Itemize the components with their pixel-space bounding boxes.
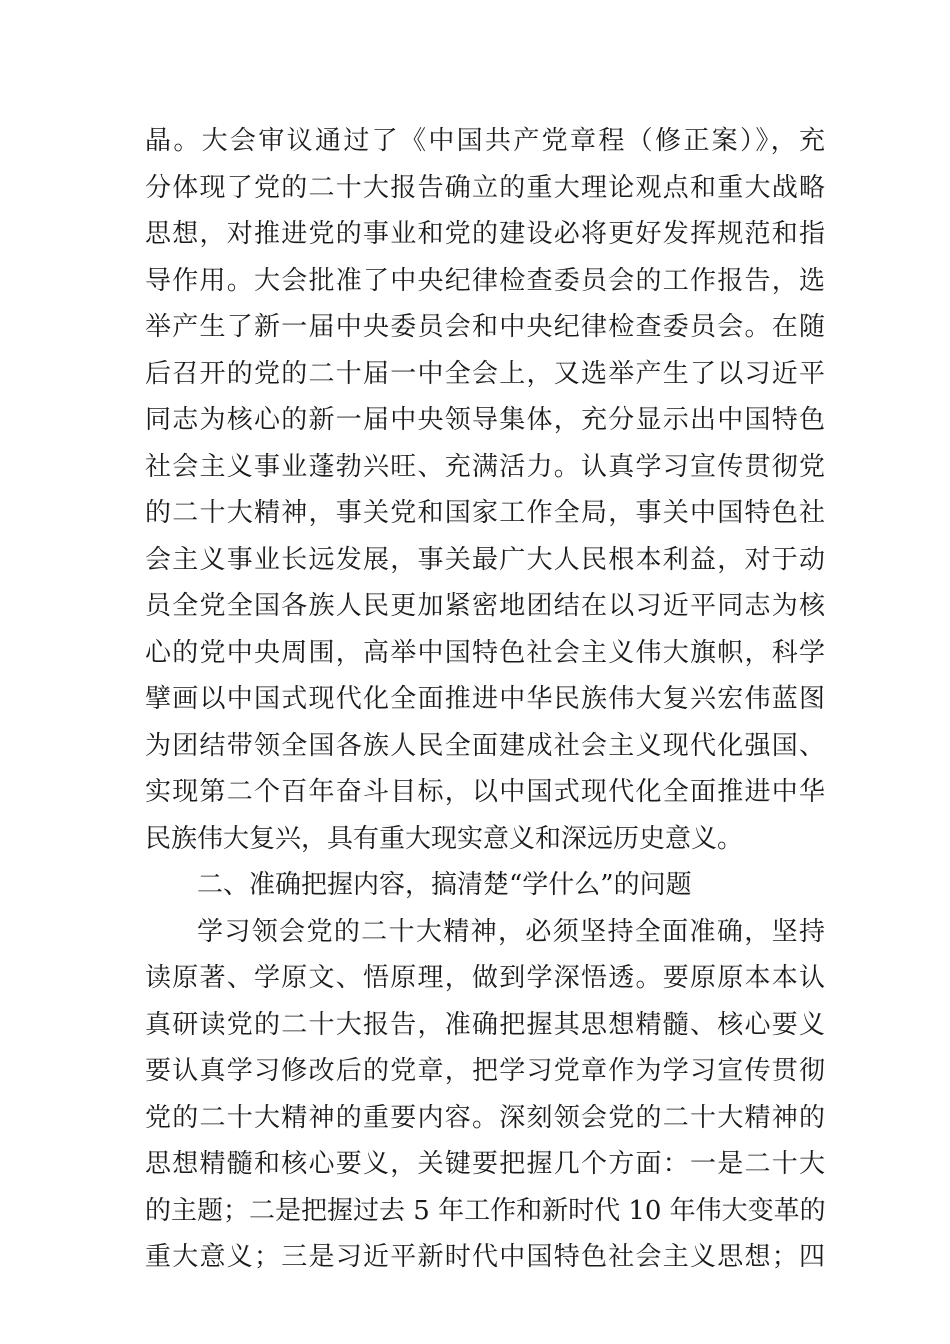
text-line: 后召开的党的二十届一中全会上，又选举产生了以习近平 [145,358,825,389]
text-line: 思想精髓和核心要义，关键要把握几个方面：一是二十大 [145,1149,825,1179]
text-line: 会主义事业长远发展，事关最广大人民根本利益，对于动 [145,544,825,575]
text-line: 分体现了党的二十大报告确立的重大理论观点和重大战略 [145,172,825,203]
body-text [145,118,825,1281]
text-line: 要认真学习修改后的党章，把学习党章作为学习宣传贯彻 [145,1056,825,1086]
text-line: 的主题；二是把握过去 5 年工作和新时代 10 年伟大变革的 [145,1195,826,1226]
text-line: 举产生了新一届中央委员会和中央纪律检查委员会。在随 [145,312,825,342]
text-line: 党的二十大精神的重要内容。深刻领会党的二十大精神的 [145,1102,825,1133]
text-line: 思想，对推进党的事业和党的建设必将更好发挥规范和指 [145,219,825,249]
text-line: 实现第二个百年奋斗目标，以中国式现代化全面推进中华 [145,777,825,807]
text-line: 读原著、学原文、悟原理，做到学深悟透。要原原本本认 [145,963,825,993]
text-line: 民族伟大复兴，具有重大现实意义和深远历史意义。 [145,823,744,854]
text-line: 导作用。大会批准了中央纪律检查委员会的工作报告，选 [145,265,825,296]
text-line: 的二十大精神，事关党和国家工作全局，事关中国特色社 [145,498,825,528]
text-line: 员全党全国各族人民更加紧密地团结在以习近平同志为核 [145,591,825,621]
text-line: 学习领会党的二十大精神，必须坚持全面准确，坚持 [197,916,825,947]
text-line: 同志为核心的新一届中央领导集体，充分显示出中国特色 [145,405,825,435]
text-line: 重大意义；三是习近平新时代中国特色社会主义思想；四 [145,1242,825,1272]
text-line: 为团结带领全国各族人民全面建成社会主义现代化强国、 [145,730,825,761]
text-line: 真研读党的二十大报告，准确把握其思想精髓、核心要义 [145,1009,825,1040]
section-heading: 二、准确把握内容，搞清楚“学什么”的问题 [197,870,692,900]
text-line: 擘画以中国式现代化全面推进中华民族伟大复兴宏伟蓝图 [145,684,825,714]
text-line: 社会主义事业蓬勃兴旺、充满活力。认真学习宣传贯彻党 [145,451,825,482]
text-line: 晶。大会审议通过了《中国共产党章程（修正案）》，充 [145,126,825,156]
text-line: 心的党中央周围，高举中国特色社会主义伟大旗帜，科学 [145,637,825,668]
